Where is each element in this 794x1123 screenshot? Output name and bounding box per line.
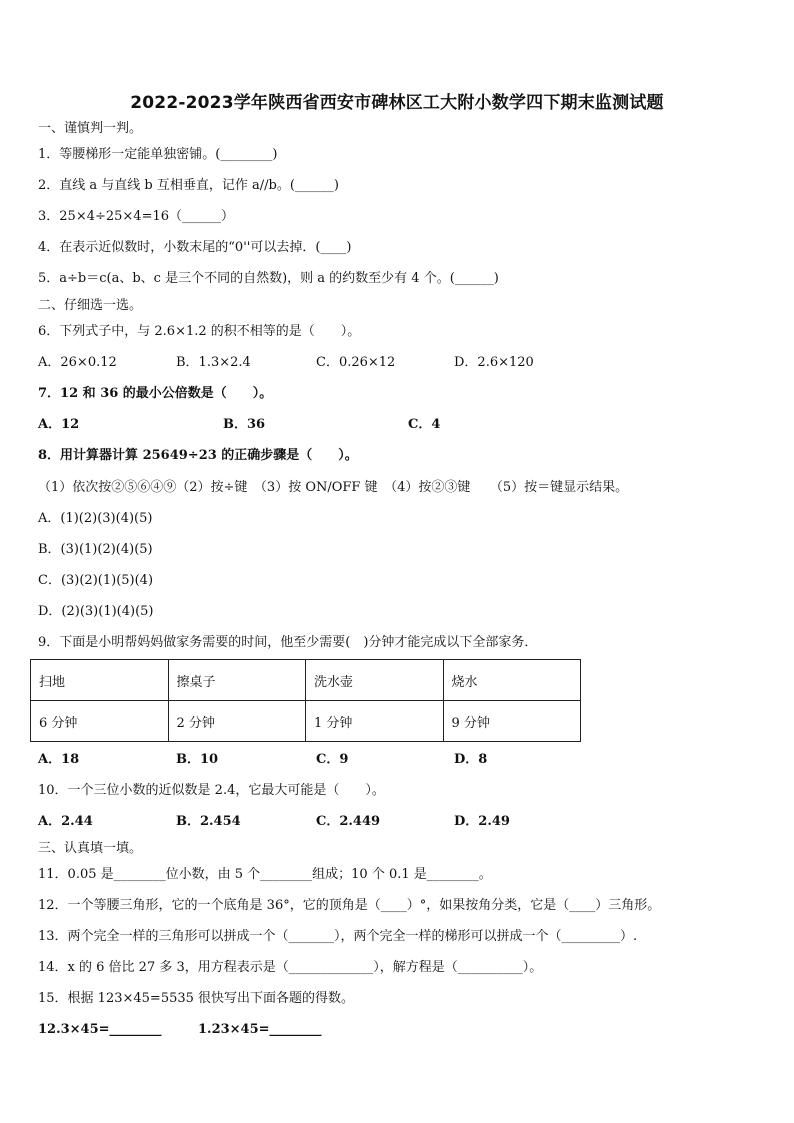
- option-b: B．10: [176, 752, 219, 767]
- question-4: 4．在表示近似数时，小数末尾的“0''可以去掉．(____): [38, 240, 352, 255]
- question-8-stem: 8．用计算器计算 25649÷23 的正确步骤是（ ）。: [38, 448, 358, 463]
- table-cell: 9 分钟: [443, 701, 581, 742]
- question-9-stem: 9．下面是小明帮妈妈做家务需要的时间，他至少需要( )分钟才能完成以下全部家务．: [38, 635, 538, 650]
- question-7-stem: 7．12 和 36 的最小公倍数是（ ）。: [38, 386, 273, 401]
- table-header-cell: 擦桌子: [168, 660, 306, 701]
- table-cell: 6 分钟: [31, 701, 169, 742]
- option-b: B．2.454: [176, 814, 241, 829]
- chores-table: [30, 659, 581, 742]
- option-c: C．2.449: [316, 814, 381, 829]
- question-13: 13．两个完全一样的三角形可以拼成一个（_______），两个完全一样的梯形可以拼成一个（_________）.: [38, 929, 638, 944]
- question-8-option-c: C．(3)(2)(1)(5)(4): [38, 573, 154, 588]
- question-15-stem: 15．根据 123×45=5535 很快写出下面各题的得数。: [38, 991, 355, 1006]
- option-c: C．9: [316, 752, 349, 767]
- question-10-options: [38, 813, 778, 831]
- page-title: 2022-2023学年陕西省西安市碑林区工大附小数学四下期末监测试题: [130, 93, 664, 113]
- table-header-cell: 洗水壶: [306, 660, 444, 701]
- table-row: [31, 701, 581, 742]
- option-a: A．18: [38, 752, 80, 767]
- question-15-items: [38, 1021, 778, 1039]
- question-5: 5．a÷b＝c(a、b、c 是三个不同的自然数)，则 a 的约数至少有 4 个。(______): [38, 271, 499, 286]
- option-b: B．1.3×2.4: [176, 355, 251, 370]
- question-10-stem: 10．一个三位小数的近似数是 2.4，它最大可能是（ ）。: [38, 783, 385, 798]
- option-a: A．26×0.12: [38, 355, 117, 370]
- section-heading-3: 三、认真填一填。: [38, 841, 143, 856]
- question-7-options: [38, 416, 778, 434]
- option-a: A．2.44: [38, 814, 93, 829]
- question-14: 14．x 的 6 倍比 27 多 3，用方程表示是（_____________），解方程是（__________）。: [38, 960, 543, 975]
- question-6-stem: 6．下列式子中，与 2.6×1.2 的积不相等的是（ ）。: [38, 324, 361, 339]
- question-9-options: [38, 751, 778, 769]
- question-2: 2．直线 a 与直线 b 互相垂直，记作 a//b。(______): [38, 178, 339, 193]
- question-6-options: [38, 354, 778, 372]
- question-1: 1．等腰梯形一定能单独密铺。(________): [38, 147, 278, 162]
- table-header-cell: 扫地: [31, 660, 169, 701]
- question-8-steps: （1）依次按②⑤⑥④⑨（2）按÷键 （3）按 ON/OFF 键 （4）按②③键 （5）按＝键显示结果。: [38, 480, 629, 495]
- question-8-option-b: B．(3)(1)(2)(4)(5): [38, 542, 153, 557]
- option-d: D．2.49: [454, 814, 510, 829]
- option-a: A．12: [38, 417, 80, 432]
- option-c: C．0.26×12: [316, 355, 396, 370]
- table-row: [31, 660, 581, 701]
- table-cell: 1 分钟: [306, 701, 444, 742]
- question-8-option-d: D．(2)(3)(1)(4)(5): [38, 604, 154, 619]
- option-d: D．8: [454, 752, 488, 767]
- table-cell: 2 分钟: [168, 701, 306, 742]
- question-11: 11．0.05 是________位小数，由 5 个________组成；10 个 0.1 是________。: [38, 867, 492, 882]
- table-header-cell: 烧水: [443, 660, 581, 701]
- option-b: B．36: [223, 417, 266, 432]
- section-heading-1: 一、谨慎判一判。: [38, 121, 143, 136]
- question-3: 3．25×4÷25×4=16（______）: [38, 209, 235, 224]
- option-d: D．2.6×120: [454, 355, 534, 370]
- question-8-option-a: A．(1)(2)(3)(4)(5): [38, 511, 153, 526]
- calc-item: 1.23×45=________: [198, 1022, 322, 1037]
- option-c: C．4: [408, 417, 441, 432]
- section-heading-2: 二、仔细选一选。: [38, 298, 143, 313]
- calc-item: 12.3×45=________: [38, 1022, 162, 1037]
- question-12: 12．一个等腰三角形，它的一个底角是 36°，它的顶角是（____）°，如果按角分类，它是（____）三角形。: [38, 898, 661, 913]
